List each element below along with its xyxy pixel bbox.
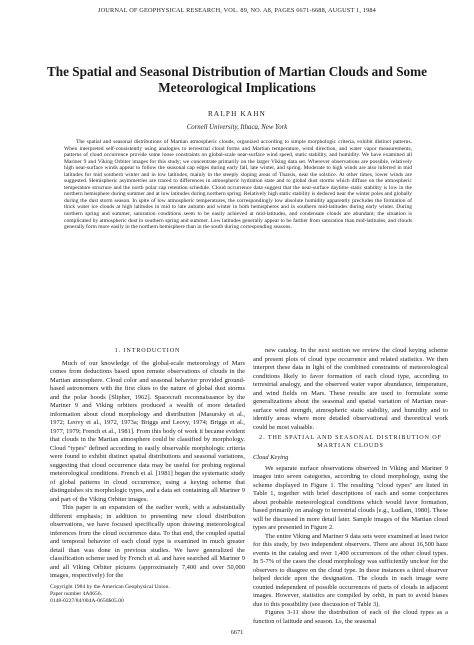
- author-affiliation: Cornell University, Ithaca, New York: [186, 124, 288, 131]
- subsection-heading-cloud-keying: Cloud Keying: [253, 454, 289, 461]
- body-paragraph: Figures 3-11 show the distribution of each of the cloud types as a function of latitude and season. Ls, the seasonal: [253, 609, 448, 625]
- body-paragraph: We separate surface observations observed in Viking and Mariner 9 images into seven categories, according to cloud morphology, using the scheme displayed in Figure 1. The resulting "cloud types" are listed in Table 1, together with brief descriptions of each and some conjectures about probable meteorological conditions which would favor formation, based primarily on analogy to terrestrial clouds [e.g., Ludlam, 1980]. These will be discussed in more detail later. Sample images of the Martian cloud types are presented in Figure 2.: [253, 464, 448, 531]
- body-paragraph: This paper is an expansion of the earlier work, with a substantially different emphasis; in addition to presenting new cloud distribution observations, we have focused specifically upon drawing meteorological inferences from the cloud occurrence data. To that end, the coupled spatial and temporal behavior of each cloud type is examined in much greater detail than was done in previous studies. We have generalized the classification scheme used by French et al. and have searched all Mariner 9 and all Viking Orbiter pictures (approximately 7,400 and over 50,000 images, respectively) for the: [50, 504, 245, 579]
- body-paragraph: new catalog. In the next section we review the cloud keying scheme and present plots of cloud type occurrence and related statistics. We then interpret these data in light of the combined constraints of meteorological conditions likely to favor formation of each cloud type, according to terrestrial analogy, and the observed water vapor abundance, temperature, and wind fields on Mars. These results are used to formulate some generalizations about the seasonal and spatial variation of Martian near-surface wind strength, atmospheric static stability, and humidity and to identify areas where more detailed observational and theoretical work could be most valuable.: [253, 347, 448, 431]
- page-number: 6671: [230, 629, 244, 636]
- author-name: RALPH KAHN: [207, 110, 267, 118]
- section-heading-distribution: 2. THE SPATIAL AND SEASONAL DISTRIBUTION OF MARTIAN CLOUDS: [259, 435, 442, 449]
- section-heading-introduction: 1. INTRODUCTION: [114, 348, 181, 354]
- left-column: [50, 347, 245, 581]
- body-paragraph: Much of our knowledge of the global-scale meteorology of Mars comes from deductions based upon remote observations of clouds in the Martian atmosphere. Cloud color and seasonal behavior provided ground-based astronomers with the first clues to the nature of global dust storms and the polar hoods [Slipher, 1962]. Spacecraft reconnaissance by the Mariner 9 and Viking orbiters produced a wealth of more detailed information about cloud morphology and distribution [Masursky et al., 1972; Leovy et al., 1972, 1973a; Briggs and Leovy, 1974; Briggs et al., 1977, 1979; French et al., 1981]. From this body of work it became evident that clouds in the Martian atmosphere could be classified by morphology. Cloud "types" defined according to easily observable morphologic criteria were found to exhibit distinct spatial distributions and seasonal variations, suggesting that cloud occurrence data may be useful for probing regional meteorological conditions. French et al. [1981] began the systematic study of global patterns in cloud occurrence, using a keying scheme that distinguishes six morphologic types, and a data set containing all Mariner 9 and part of the Viking Orbiter images.: [50, 359, 245, 503]
- paper-number-line: Paper number 4A0656.: [50, 591, 103, 597]
- issn-code-line: 0148-0227/84/004A-0656$05.00: [50, 598, 124, 604]
- copyright-line: Copyright 1984 by the American Geophysical Union.: [50, 584, 170, 590]
- right-column: [253, 347, 448, 626]
- body-paragraph: The entire Viking and Mariner 9 data sets were examined at least twice for this study, by two independent observers. There are about 16,500 haze events in the catalog and over 1,400 occurrences of the other cloud types. In 5-7% of the cases the cloud morphology was sufficiently unclear for the observers to disagree on the cloud type. In these instances a third observer helped decide upon the designation. The clouds in each image were counted independent of possible occurrences of parts of clouds in adjacent images. However, statistics are compiled by orbit, in part to avoid biases due to this possibility (see discussion of Table 3).: [253, 532, 448, 608]
- article-title: The Spatial and Seasonal Distribution of Martian Clouds and Some Meteorological Implications: [47, 64, 427, 95]
- copyright-footnote: [50, 584, 245, 605]
- abstract: The spatial and seasonal distributions of Martian atmospheric clouds, organized according to simple morphologic criteria, exhibit distinct patterns. When interpreted self-consistently using analogies to terrestrial cloud forms and Martian temperature, wind direction, and water vapor measurements, patterns of cloud occurrence provide some loose constraints on global-scale near-surface wind speed, static stability, and humidity. We have examined all Mariner 9 and Viking Orbiter images for this study; we concentrate primarily on the larger Viking data set. Wherever observations are possible, relatively high near-surface winds appear to follow the seasonal cap edges during early fall, late winter, and spring. Moderate to high winds are also inferred in mid latitudes for mid southern winter and in low latitudes, mainly in the steeply sloping areas of Tharsis, near the solstice. At other times, lower winds are suggested. Hemispheric asymmetries are traced to differences in atmospheric hydration state and to global dust storms which diffuse on the atmospheric temperature structure and the north polar cap retention schedule. Cloud occurrence data suggest that the near-surface daytime static stability is low in the northern hemisphere during summer and at low latitudes during northern spring. Relatively high static stability is deduced near the winter poles and globally during the dust storm season. In spite of low atmospheric temperatures, the correspondingly low absolute humidity apparently precludes the formation of thick water ice clouds at high latitudes in mid to late autumn and winter in both hemispheres and in southern mid-latitudes during early winter. During northern spring and summer, saturation conditions seem to be easily achieved at mid-latitudes, and condensate clouds are abundant; the situation is complicated by atmospheric dust in southern spring and summer. Low latitudes generally appear to be farther from saturation than mid-latitudes, and clouds generally form more easily in the northern hemisphere than in the south during corresponding seasons.: [64, 139, 412, 231]
- running-head: JOURNAL OF GEOPHYSICAL RESEARCH, VOL. 89, NO. A8, PAGES 6671-6688, AUGUST 1, 1984: [98, 7, 376, 14]
